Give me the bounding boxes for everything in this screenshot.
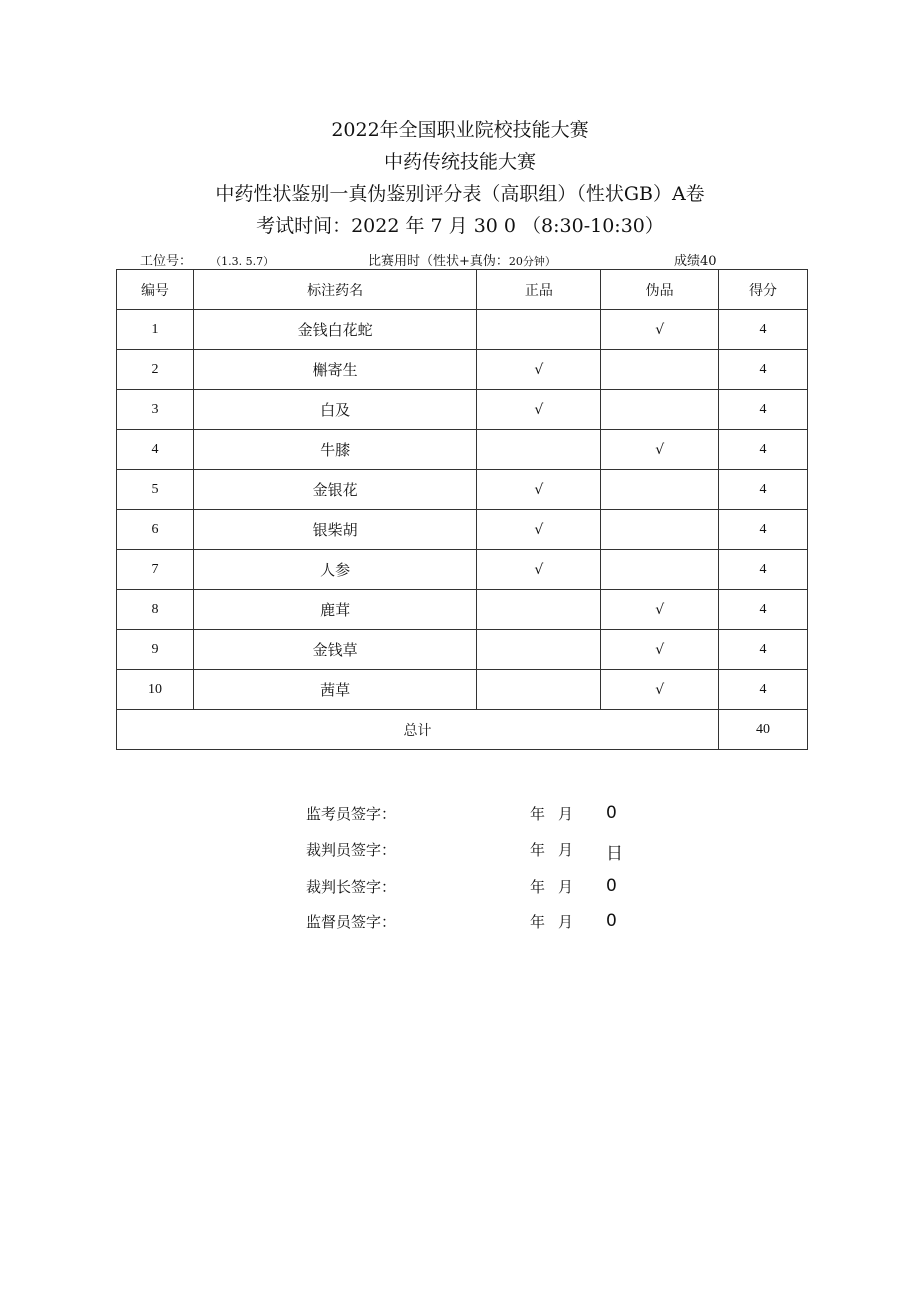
station-label: 工位号： (140, 254, 193, 269)
row-drug-name: 槲寄生 (193, 350, 477, 390)
scoring-table (116, 269, 808, 750)
table-row (117, 630, 808, 670)
row-fake-mark: √ (601, 670, 719, 710)
row-number: 2 (117, 350, 194, 390)
signature-month: 月 (558, 913, 574, 931)
row-genuine-mark (477, 590, 601, 630)
row-score: 4 (719, 430, 808, 470)
row-score: 4 (719, 550, 808, 590)
row-number: 5 (117, 470, 194, 510)
table-total-row (117, 710, 808, 750)
total-label: 总计 (117, 710, 719, 750)
table-row (117, 510, 808, 550)
station-info (140, 250, 274, 269)
signature-year: 年 (530, 841, 546, 859)
row-drug-name: 银柴胡 (193, 510, 477, 550)
signature-year: 年 (530, 805, 546, 823)
row-genuine-mark: √ (477, 390, 601, 430)
signature-row-chief-referee (306, 876, 666, 900)
station-value: （1.3. 5.7） (210, 255, 275, 268)
row-genuine-mark: √ (477, 510, 601, 550)
row-genuine-mark: √ (477, 350, 601, 390)
table-row (117, 310, 808, 350)
row-number: 1 (117, 310, 194, 350)
row-number: 10 (117, 670, 194, 710)
signature-label: 裁判员签字： (306, 841, 397, 859)
row-fake-mark (601, 390, 719, 430)
table-row (117, 550, 808, 590)
row-drug-name: 牛膝 (193, 430, 477, 470)
row-fake-mark (601, 510, 719, 550)
signature-day: 日 (606, 844, 623, 864)
row-fake-mark (601, 550, 719, 590)
title-block (0, 114, 920, 242)
table-row (117, 590, 808, 630)
title-sheet: 中药性状鉴别一真伪鉴别评分表（高职组）（性状GB）A卷 (215, 183, 705, 205)
row-number: 3 (117, 390, 194, 430)
signature-day: 0 (606, 876, 617, 896)
row-score: 4 (719, 390, 808, 430)
row-drug-name: 金钱白花蛇 (193, 310, 477, 350)
header-drug-name: 标注药名 (193, 270, 477, 310)
row-genuine-mark (477, 670, 601, 710)
table-row (117, 430, 808, 470)
time-label: 比赛用时（性状+真伪： (368, 254, 509, 269)
row-score: 4 (719, 670, 808, 710)
score-info (674, 250, 717, 269)
row-number: 6 (117, 510, 194, 550)
row-score: 4 (719, 310, 808, 350)
row-fake-mark (601, 350, 719, 390)
row-drug-name: 茜草 (193, 670, 477, 710)
signature-year: 年 (530, 878, 546, 896)
row-number: 4 (117, 430, 194, 470)
table-header-row (117, 270, 808, 310)
total-value: 40 (719, 710, 808, 750)
signature-row-supervisor (306, 911, 666, 935)
row-score: 4 (719, 590, 808, 630)
row-drug-name: 鹿茸 (193, 590, 477, 630)
row-drug-name: 人参 (193, 550, 477, 590)
header-genuine: 正品 (477, 270, 601, 310)
signature-label: 裁判长签字： (306, 878, 397, 896)
signature-label: 监督员签字： (306, 913, 397, 931)
header-score: 得分 (719, 270, 808, 310)
signature-row-proctor (306, 803, 666, 827)
row-fake-mark: √ (601, 310, 719, 350)
signature-month: 月 (558, 841, 574, 859)
row-genuine-mark (477, 630, 601, 670)
row-genuine-mark (477, 310, 601, 350)
row-score: 4 (719, 350, 808, 390)
time-info (368, 250, 556, 269)
table-row (117, 390, 808, 430)
title-event: 中药传统技能大赛 (383, 151, 536, 173)
row-drug-name: 白及 (193, 390, 477, 430)
row-genuine-mark (477, 430, 601, 470)
row-drug-name: 金银花 (193, 470, 477, 510)
title-exam-time: 考试时间：2022 年 7 月 30 0 （8:30-10:30） (256, 215, 664, 237)
row-score: 4 (719, 630, 808, 670)
signature-row-referee (306, 839, 666, 863)
header-number: 编号 (117, 270, 194, 310)
row-genuine-mark: √ (477, 470, 601, 510)
row-number: 9 (117, 630, 194, 670)
signature-day: 0 (606, 911, 617, 931)
row-number: 8 (117, 590, 194, 630)
row-fake-mark: √ (601, 630, 719, 670)
signature-day: 0 (606, 803, 617, 823)
row-number: 7 (117, 550, 194, 590)
row-genuine-mark: √ (477, 550, 601, 590)
signature-year: 年 (530, 913, 546, 931)
table-row (117, 670, 808, 710)
signature-month: 月 (558, 805, 574, 823)
row-fake-mark: √ (601, 430, 719, 470)
signature-month: 月 (558, 878, 574, 896)
signature-label: 监考员签字： (306, 805, 397, 823)
table-row (117, 350, 808, 390)
row-fake-mark: √ (601, 590, 719, 630)
row-score: 4 (719, 510, 808, 550)
row-drug-name: 金钱草 (193, 630, 477, 670)
row-score: 4 (719, 470, 808, 510)
row-fake-mark (601, 470, 719, 510)
score-label: 成绩40 (674, 254, 717, 269)
table-row (117, 470, 808, 510)
title-competition: 2022年全国职业院校技能大赛 (331, 119, 589, 141)
time-value: 20分钟） (508, 255, 556, 268)
header-fake: 伪品 (601, 270, 719, 310)
